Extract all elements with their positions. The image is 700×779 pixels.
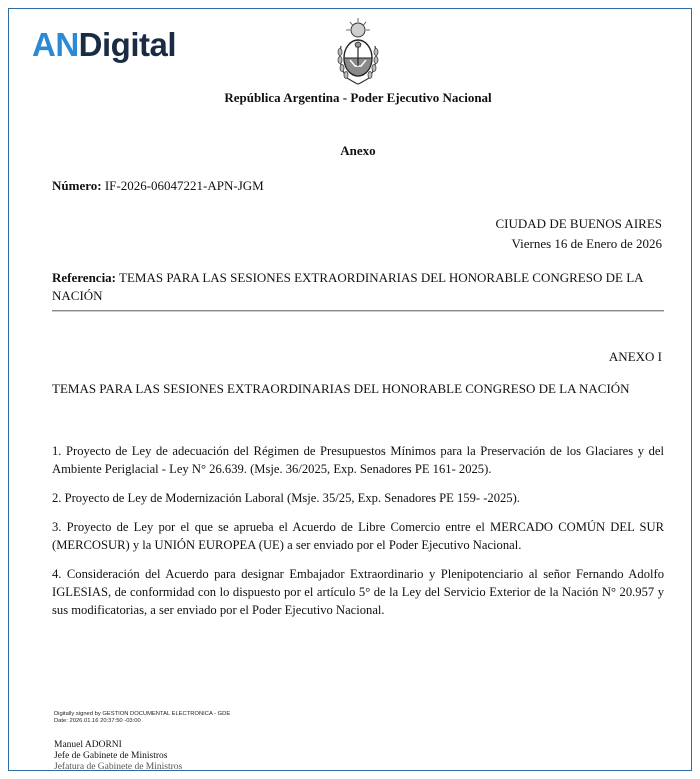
topic-list [52, 442, 664, 630]
document-number [52, 178, 264, 194]
document-number-value: IF-2026-06047221-APN-JGM [104, 178, 264, 193]
reference [52, 269, 664, 305]
topic-item: 2. Proyecto de Ley de Modernización Laboral (Msje. 35/25, Exp. Senadores PE 159- -2025). [52, 491, 520, 505]
digital-signature-date: Date: 2026.01.16 20:37:50 -03:00 [54, 717, 141, 724]
header-divider [52, 310, 664, 311]
date: Viernes 16 de Enero de 2026 [511, 236, 662, 251]
topic-item: 1. Proyecto de Ley de adecuación del Régimen de Presupuestos Mínimos para la Preservación de los Glaciares y del Ambiente Periglacial - Ley N° 26.639. (Msje. 36/2025, Exp. Senadores PE 161- 2025). [52, 444, 664, 476]
document-number-label: Número: [52, 178, 102, 193]
reference-value: TEMAS PARA LAS SESIONES EXTRAORDINARIAS DEL HONORABLE CONGRESO DE LA NACIÓN [52, 270, 643, 303]
digital-signature-stamp [54, 711, 230, 724]
place: CIUDAD DE BUENOS AIRES [495, 216, 662, 231]
signer-role: Jefe de Gabinete de Ministros [54, 751, 168, 761]
signer-office: Jefatura de Gabinete de Ministros [54, 762, 183, 772]
annex-title: TEMAS PARA LAS SESIONES EXTRAORDINARIAS DEL HONORABLE CONGRESO DE LA NACIÓN [52, 381, 630, 396]
topic-item: 3. Proyecto de Ley por el que se aprueba el Acuerdo de Libre Comercio entre el MERCADO COMÚN DEL SUR (MERCOSUR) y la UNIÓN EUROPEA (UE) a ser enviado por el Poder Ejecutivo Nacional. [52, 520, 664, 552]
andigital-logo: ANDigital [32, 26, 177, 63]
signer-block [54, 740, 182, 773]
annex-number: ANEXO I [608, 349, 662, 364]
signer-name: Manuel ADORNI [54, 740, 122, 750]
argentina-coat-of-arms-icon [333, 16, 383, 86]
place-date-block [496, 214, 662, 254]
document-type-title: Anexo [340, 143, 376, 158]
topic-item: 4. Consideración del Acuerdo para designar Embajador Extraordinario y Plenipotenciario al señor Fernando Adolfo IGLESIAS, de conformidad con lo dispuesto por el artículo 5° de la Ley del Servicio Exterior de la Nación N° 20.957 y sus modificatorias, a ser enviado por el Poder Ejecutivo Nacional. [52, 567, 664, 617]
digital-signature-line: Digitally signed by GESTION DOCUMENTAL ELECTRONICA - GDE [54, 711, 231, 717]
reference-label: Referencia: [52, 270, 117, 285]
institution-header: República Argentina - Poder Ejecutivo Nacional [224, 90, 492, 105]
